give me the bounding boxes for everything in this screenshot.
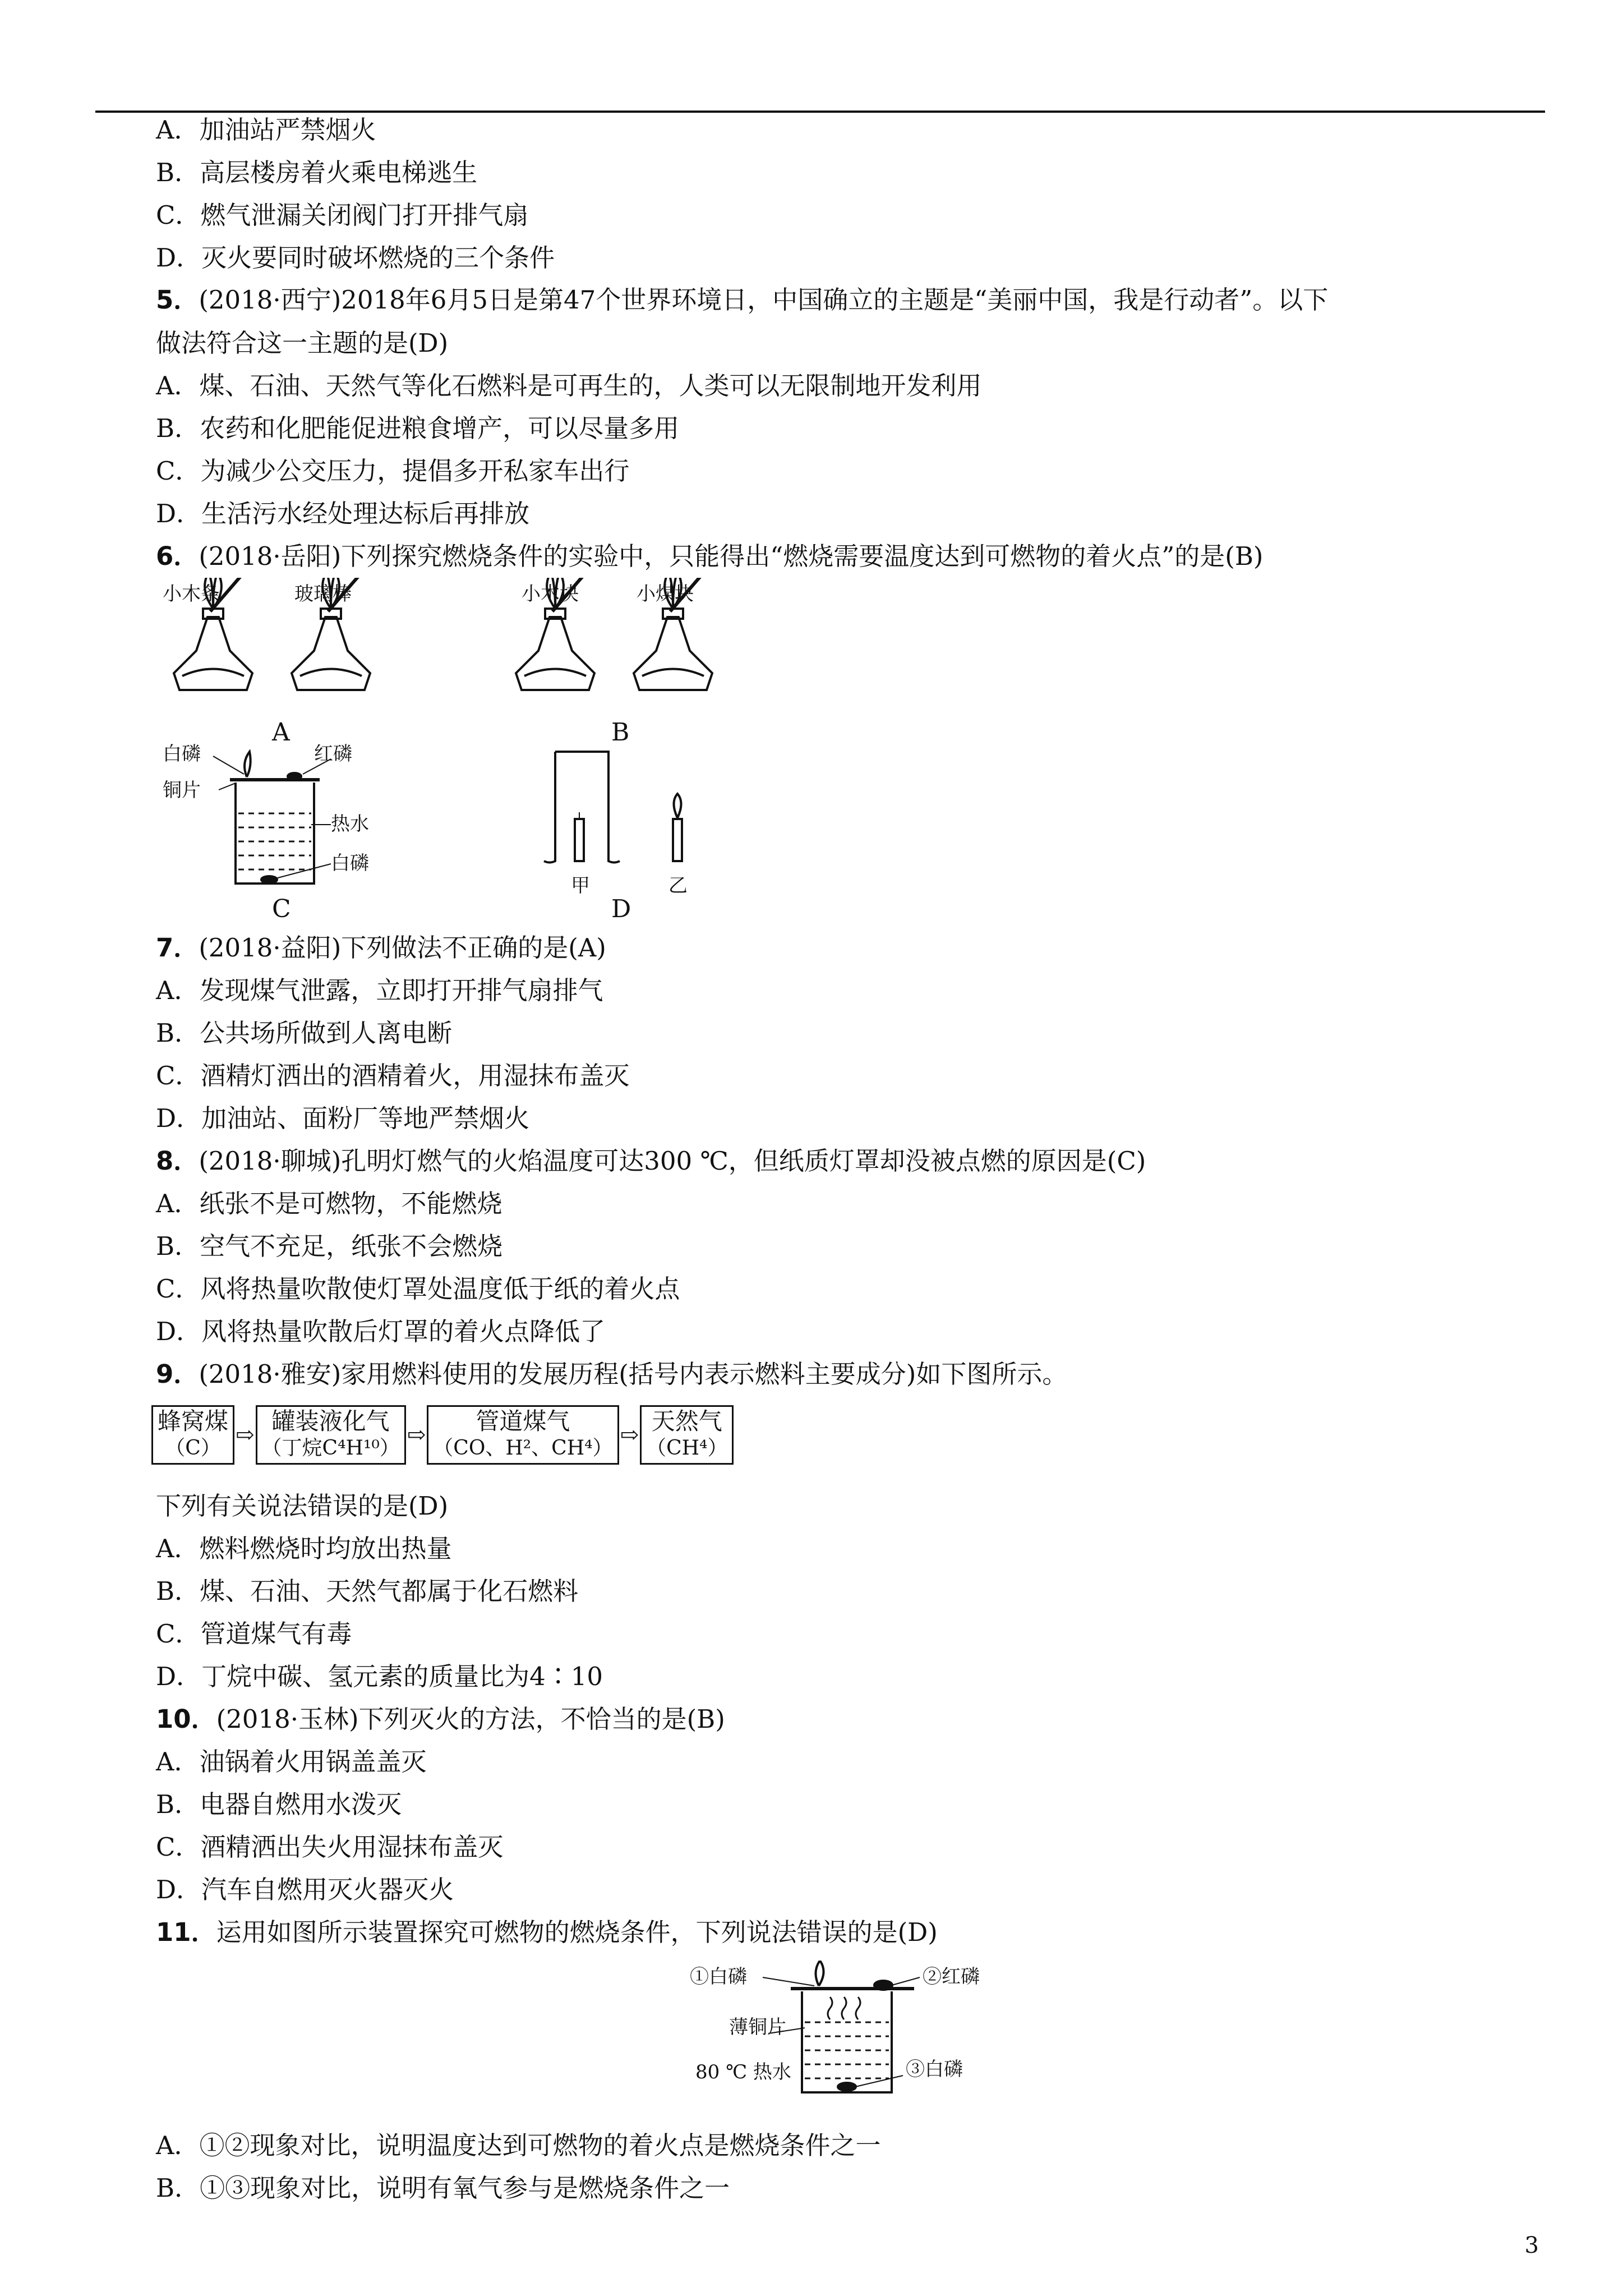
q7-number: 7． [156,933,199,963]
q10-option-a: A．油锅着火用锅盖盖灭 [156,1747,427,1777]
q7-option-a: A．发现煤气泄露，立即打开排气扇排气 [156,976,603,1005]
q9-flow-box-3 [427,1405,619,1465]
q11-label-white-p-3: ③白磷 [906,2058,963,2081]
q5-option-a: A．煤、石油、天然气等化石燃料是可再生的，人类可以无限制地开发利用 [156,371,982,401]
q6-stem-text: (2018·岳阳)下列探究燃烧条件的实验中，只能得出“燃烧需要温度达到可燃物的着火点”的是(B) [199,541,1264,571]
q10-option-c: C．酒精洒出失火用湿抹布盖灭 [156,1832,504,1862]
q6-c-hot-water: 热水 [331,813,369,835]
q9-flow-box-4 [640,1405,734,1465]
q6-b-caption: B [611,718,630,747]
q5-stem [156,283,1328,317]
q8-number: 8． [156,1146,199,1176]
q6-c-red-p: 红磷 [314,743,352,765]
q11-stem-text: 运用如图所示装置探究可燃物的燃烧条件，下列说法错误的是(D) [216,1917,938,1947]
q9-flow-box-1 [151,1405,234,1465]
q9-flow-name-4: 天然气 [651,1407,722,1435]
q9-flow-name-1: 蜂窝煤 [158,1407,229,1435]
q5-option-d: D．生活污水经处理达标后再排放 [156,499,530,528]
q6-b-label-coal: 小煤块 [637,583,694,605]
q9-option-d: D．丁烷中碳、氢元素的质量比为4∶10 [156,1662,603,1691]
q6-c-copper: 铜片 [163,779,201,802]
q9-flow-comp-2: （丁烷C⁴H¹⁰） [261,1437,400,1460]
q9-flow-comp-1: （C） [165,1437,221,1460]
q9-number: 9． [156,1359,199,1389]
q7-stem-text: (2018·益阳)下列做法不正确的是(A) [199,933,606,963]
q6-figure [151,578,824,926]
q5-option-c: C．为减少公交压力，提倡多开私家车出行 [156,456,630,486]
q11-option-a: A．①②现象对比，说明温度达到可燃物的着火点是燃烧条件之一 [156,2131,881,2160]
q5-stem-line1: (2018·西宁)2018年6月5日是第47个世界环境日，中国确立的主题是“美丽中国，我是行动者”。以下 [199,285,1329,315]
header-rule [95,111,1545,113]
q11-label-red-p-2: ②红磷 [923,1966,980,1988]
q10-stem [156,1703,725,1736]
q5-option-b: B．农药和化肥能促进粮食增产，可以尽量多用 [156,413,680,443]
q8-option-b: B．空气不充足，纸张不会燃烧 [156,1231,503,1261]
q6-a-caption: A [272,718,290,747]
q4-option-b: B．高层楼房着火乘电梯逃生 [156,158,478,187]
q6-number: 6． [156,541,199,571]
q11-stem [156,1916,938,1949]
q6-stem [156,540,1263,573]
q11-label-copper: 薄铜片 [729,2016,786,2039]
q11-figure [690,1961,1038,2106]
q6-d-candles [544,752,682,863]
q11-label-white-p-1: ①白磷 [690,1966,747,1988]
q6-a-label-glass: 玻璃棒 [294,583,352,605]
q6-c-white-p: 白磷 [163,743,201,765]
q9-stem-text: (2018·雅安)家用燃料使用的发展历程(括号内表示燃料主要成分)如下图所示。 [199,1359,1068,1389]
q5-number: 5． [156,285,199,315]
q6-a-label-stick: 小木条 [163,583,220,605]
q6-b-label-wood: 小木块 [522,583,579,605]
q9-stem [156,1358,1067,1391]
q9-flow-name-3: 管道煤气 [476,1407,570,1435]
q6-c-caption: C [272,895,291,923]
q8-stem [156,1144,1146,1178]
q7-stem [156,931,606,965]
q9-option-b: B．煤、石油、天然气都属于化石燃料 [156,1576,579,1606]
q9-flow-name-2: 罐装液化气 [271,1407,390,1435]
q9-flow-arrow-3: ⇨ [620,1422,639,1448]
q6-d-jia: 甲 [571,875,590,897]
q8-option-d: D．风将热量吹散后灯罩的着火点降低了 [156,1317,606,1346]
q9-sub-stem: 下列有关说法错误的是(D) [156,1491,449,1521]
q8-option-a: A．纸张不是可燃物，不能燃烧 [156,1189,502,1218]
q9-flow-diagram [151,1405,734,1465]
q10-option-b: B．电器自燃用水泼灭 [156,1789,402,1819]
q11-label-hot-water: 80 ℃ 热水 [695,2061,791,2083]
q7-option-b: B．公共场所做到人离电断 [156,1018,453,1048]
q9-flow-box-2 [256,1405,406,1465]
q10-number: 10． [156,1704,216,1734]
q10-stem-text: (2018·玉林)下列灭火的方法，不恰当的是(B) [216,1704,725,1734]
q8-stem-text: (2018·聊城)孔明灯燃气的火焰温度可达300 ℃，但纸质灯罩却没被点燃的原因是(C) [199,1146,1146,1176]
q9-flow-comp-4: （CH⁴） [646,1437,728,1460]
q6-d-caption: D [611,895,631,923]
q9-flow-arrow-1: ⇨ [236,1422,255,1448]
q9-flow-comp-3: （CO、H²、CH⁴） [433,1437,613,1460]
q7-option-c: C．酒精灯洒出的酒精着火，用湿抹布盖灭 [156,1061,630,1091]
q5-stem-line2: 做法符合这一主题的是(D) [156,328,449,358]
page-number: 3 [1524,2233,1539,2258]
q4-option-d: D．灭火要同时破坏燃烧的三个条件 [156,243,555,273]
q8-option-c: C．风将热量吹散使灯罩处温度低于纸的着火点 [156,1274,680,1304]
q6-d-yi: 乙 [668,875,688,897]
q9-option-c: C．管道煤气有毒 [156,1619,352,1649]
q11-number: 11． [156,1917,216,1947]
q10-option-d: D．汽车自燃用灭火器灭火 [156,1875,454,1904]
q11-option-b: B．①③现象对比，说明有氧气参与是燃烧条件之一 [156,2173,730,2203]
q7-option-d: D．加油站、面粉厂等地严禁烟火 [156,1103,530,1133]
q9-option-a: A．燃料燃烧时均放出热量 [156,1534,452,1563]
q6-c-beaker [213,752,331,884]
q9-flow-arrow-2: ⇨ [407,1422,426,1448]
q6-c-white-p-2: 白磷 [331,852,369,875]
q4-option-c: C．燃气泄漏关闭阀门打开排气扇 [156,200,529,230]
q4-option-a: A．加油站严禁烟火 [156,115,376,145]
